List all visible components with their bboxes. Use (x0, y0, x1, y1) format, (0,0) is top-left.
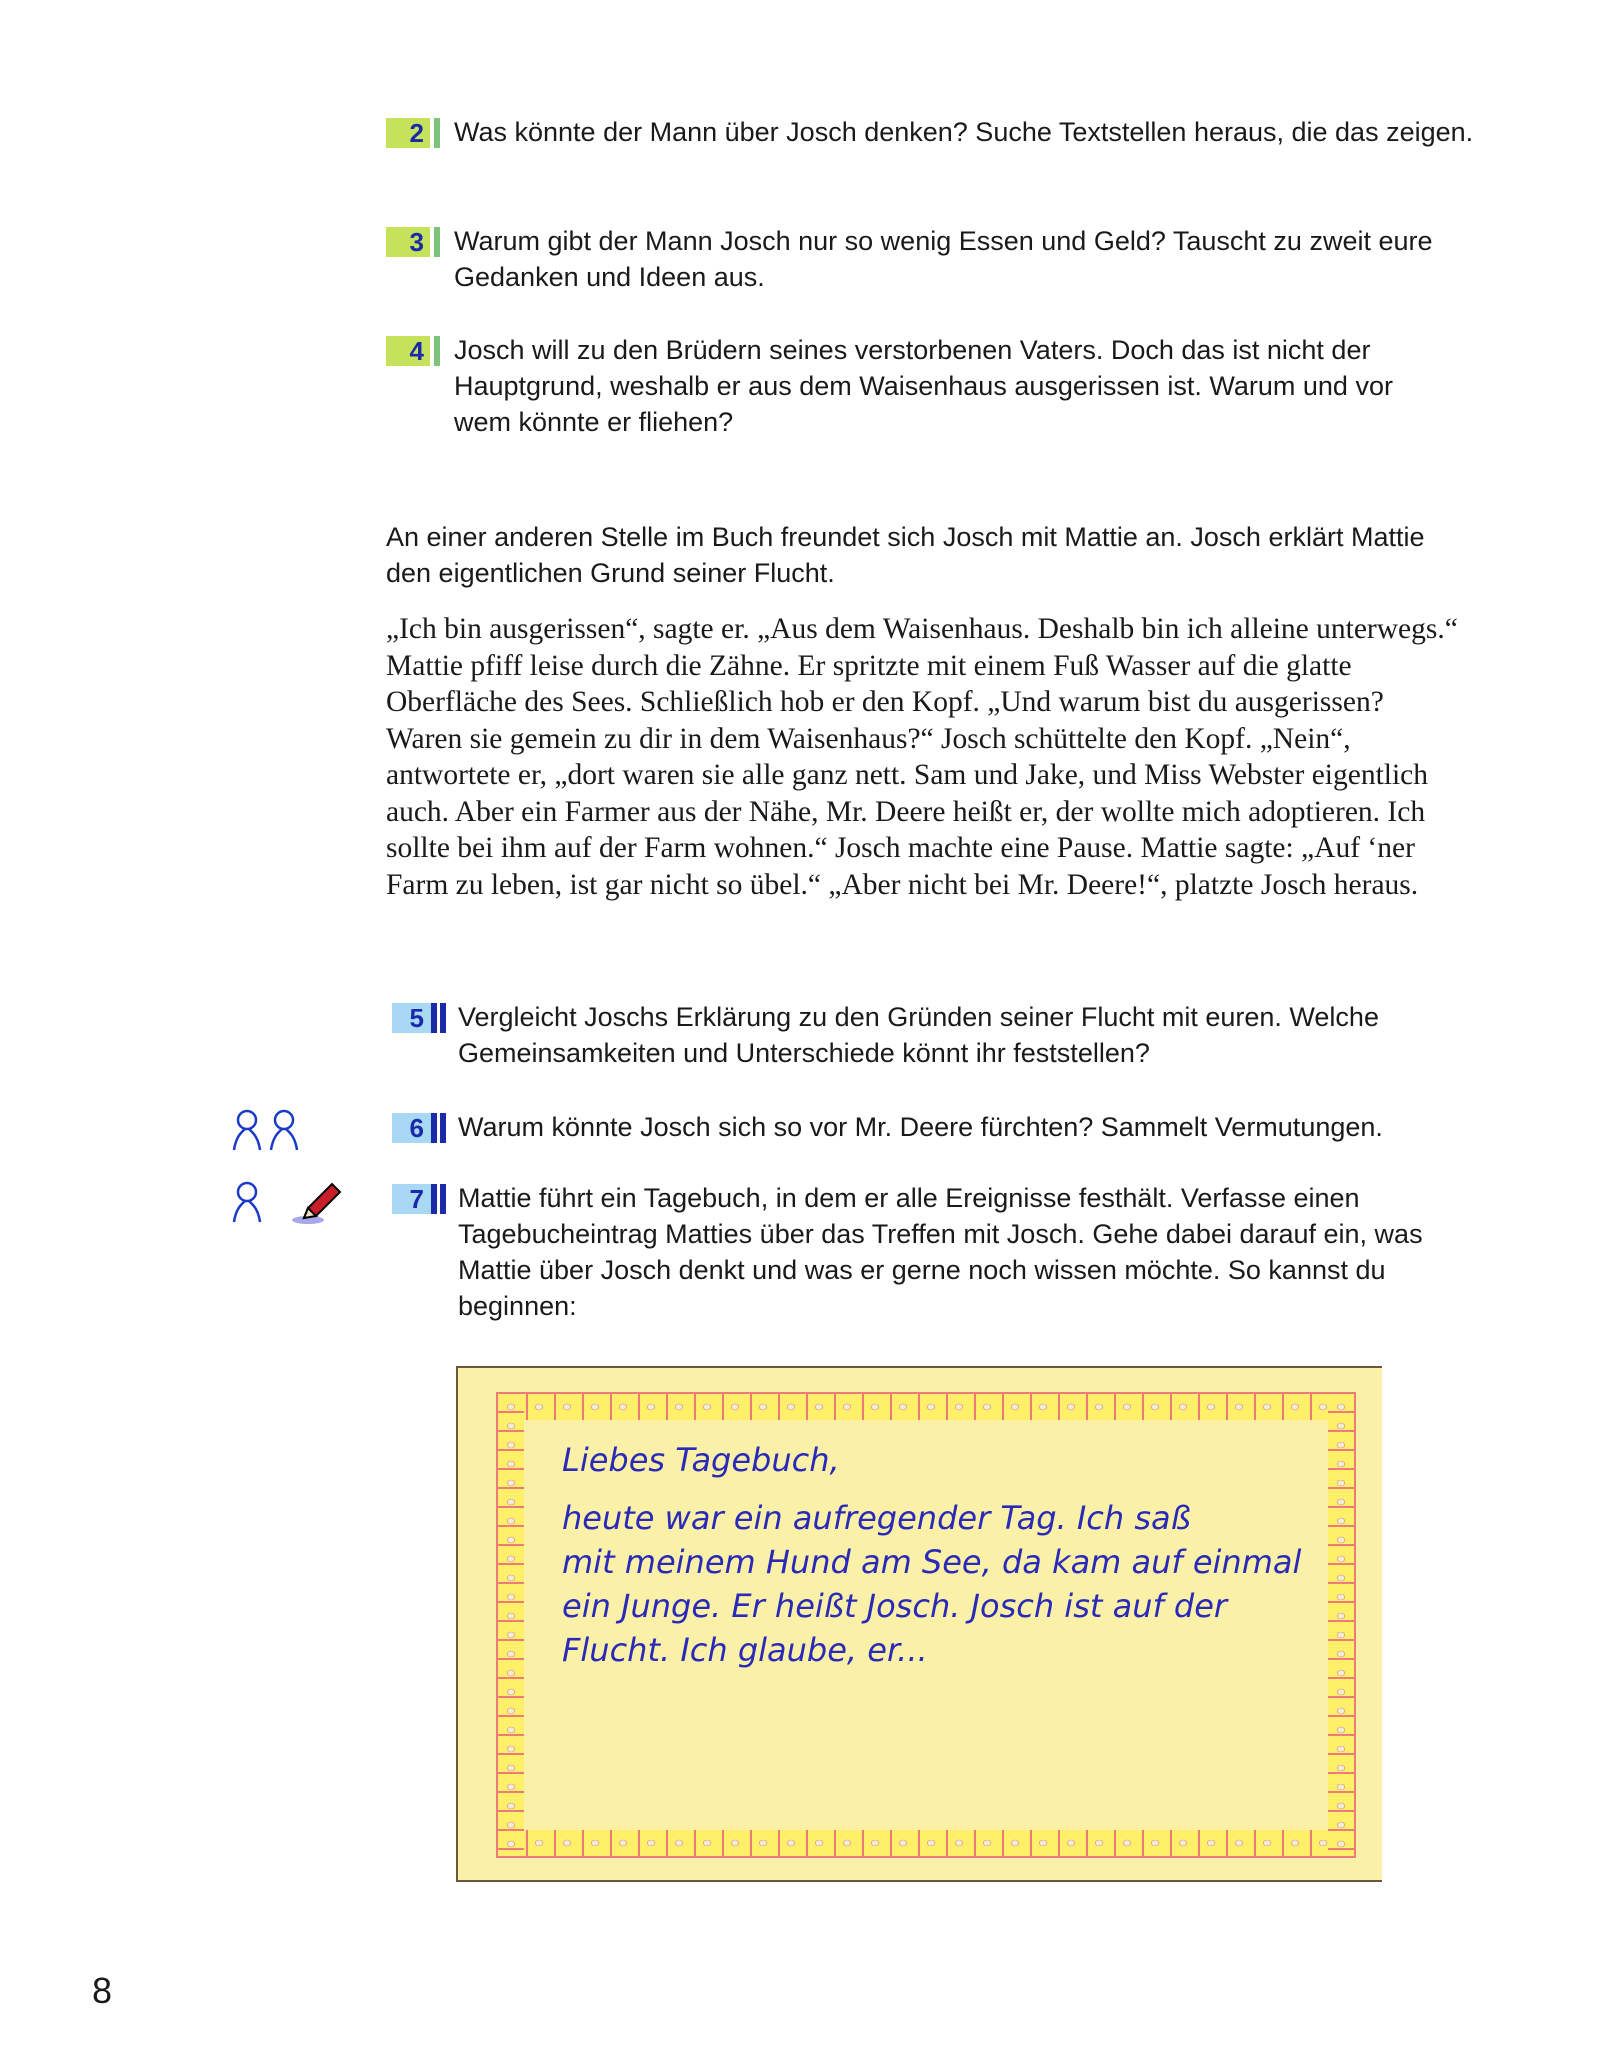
task-number: 2 (409, 118, 424, 148)
task-2 (386, 114, 1486, 150)
diary-line: heute war ein aufregender Tag. Ich saß (562, 1499, 1191, 1537)
task-text: Warum gibt der Mann Josch nur so wenig Essen und Geld? Tauscht zu zweit eure Gedanken und Ideen aus. (454, 226, 1433, 292)
task-number-badge (386, 1113, 442, 1143)
task-text: Warum könnte Josch sich so vor Mr. Deere fürchten? Sammelt Vermutungen. (458, 1112, 1383, 1142)
intro-paragraph: An einer anderen Stelle im Buch freundet sich Josch mit Mattie an. Josch erklärt Mattie den eigentlichen Grund seiner Flucht. (386, 522, 1425, 588)
task-number-badge (386, 227, 442, 257)
partner-work-icon (232, 1108, 304, 1152)
page-number: 8 (92, 1970, 113, 2011)
diary-greeting: Liebes Tagebuch, (562, 1441, 840, 1479)
diary-line: mit meinem Hund am See, da kam auf einmal (562, 1543, 1302, 1581)
diary-card (456, 1366, 1382, 1882)
task-4 (386, 332, 1486, 440)
task-number: 5 (409, 1003, 424, 1033)
pencil-writing-icon (290, 1180, 344, 1226)
individual-work-icon (232, 1180, 268, 1224)
task-text: Vergleicht Joschs Erklärung zu den Gründen seiner Flucht mit euren. Welche Gemeinsamkeiten und Unterschiede könnt ihr feststellen? (458, 1002, 1379, 1068)
task-number-badge (386, 1184, 442, 1214)
diary-line: Flucht. Ich glaube, er... (562, 1631, 928, 1669)
task-number-badge (386, 336, 442, 366)
diary-line: ein Junge. Er heißt Josch. Josch ist auf der (562, 1587, 1228, 1625)
task-text: Josch will zu den Brüdern seines verstorbenen Vaters. Doch das ist nicht der Hauptgrund, weshalb er aus dem Waisenhaus ausgerissen ist. Warum und vor wem könnte er fliehen? (454, 335, 1393, 437)
task-number: 6 (409, 1113, 424, 1143)
task-6 (386, 1109, 1486, 1145)
task-text: Was könnte der Mann über Josch denken? Suche Textstellen heraus, die das zeigen. (454, 117, 1474, 147)
task-text: Mattie führt ein Tagebuch, in dem er alle Ereignisse festhält. Verfasse einen Tagebucheintrag Matties über das Treffen mit Josch. Gehe dabei darauf ein, was Mattie über Josch denkt und was er gerne noch wissen möchte. So kannst du beginnen: (458, 1183, 1423, 1321)
task-number: 3 (409, 227, 424, 257)
task-5 (386, 999, 1486, 1071)
task-number: 7 (409, 1184, 424, 1214)
task-7 (386, 1180, 1486, 1324)
task-number-badge (386, 118, 442, 148)
task-number: 4 (409, 336, 424, 366)
task-number-badge (386, 1003, 442, 1033)
task-3 (386, 223, 1486, 295)
book-quote: „Ich bin ausgerissen“, sagte er. „Aus dem Waisenhaus. Deshalb bin ich alleine unterwegs.“ Mattie pfiff leise durch die Zähne. Er spritzte mit einem Fuß Wasser auf die glatte Oberfläche des Sees. Schließlich hob er den Kopf. „Und warum bist du ausgerissen? Waren sie gemein zu dir in dem Waisenhaus?“ Josch schüttelte den Kopf. „Nein“, antwortete er, „dort waren sie alle ganz nett. Sam und Jake, und Miss Webster eigentlich auch. Aber ein Farmer aus der Nähe, Mr. Deere heißt er, der wollte mich adoptieren. Ich sollte bei ihm auf der Farm wohnen.“ Josch machte eine Pause. Mattie sagte: „Auf ‘ner Farm zu leben, ist gar nicht so übel.“ „Aber nicht bei Mr. Deere!“, platzte Josch heraus. (386, 613, 1458, 901)
